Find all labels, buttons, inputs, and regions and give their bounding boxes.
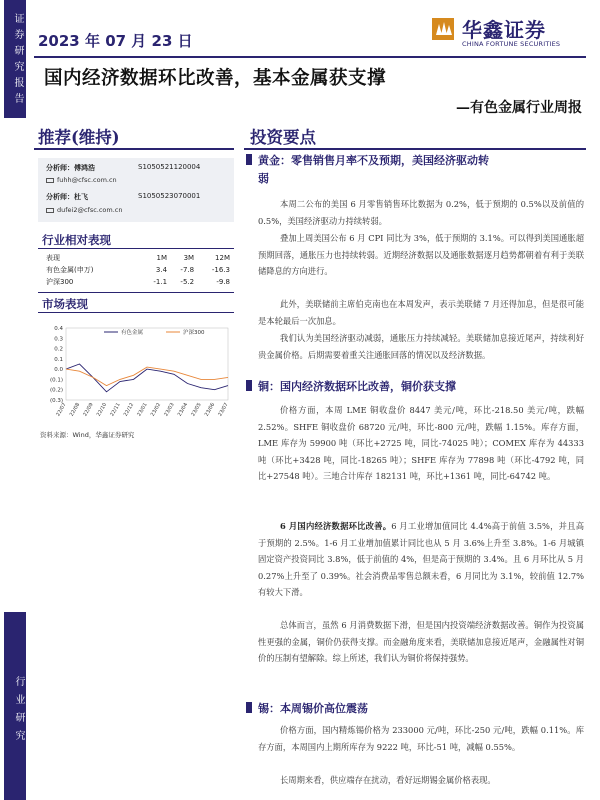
legend-label: 有色金属 [121, 330, 144, 336]
paragraph [258, 518, 584, 601]
logo-text-en: CHINA FORTUNE SECURITIES [462, 40, 561, 48]
x-tick-label: 23/05 [190, 402, 203, 418]
paragraph [258, 772, 584, 789]
performance-title: 行业相对表现 [42, 233, 111, 247]
table-cell: -7.8 [180, 266, 195, 274]
analyst-code: S1050523070001 [138, 192, 201, 200]
table-header-cell: 表现 [46, 254, 60, 262]
x-tick-label: 22/11 [109, 402, 122, 418]
performance-bottom-divider [38, 292, 234, 293]
table-cell: -5.2 [180, 278, 195, 286]
analyst-code: S1050521120004 [138, 163, 201, 171]
section-heading-gold [258, 152, 489, 168]
section-heading-text: 铜：国内经济数据环比改善，铜价获支撑 [258, 380, 456, 393]
x-tick-label: 22/09 [82, 402, 95, 418]
report-subtitle: —有色金属行业周报 [456, 100, 582, 116]
x-tick-label: 23/06 [203, 402, 217, 418]
analyst-email-row [46, 206, 123, 214]
table-cell: 沪深300 [46, 278, 74, 286]
analyst-email-row [46, 176, 117, 184]
legend-label: 沪深300 [183, 330, 205, 336]
analyst-email[interactable]: dufei2@cfsc.com.cn [57, 206, 123, 214]
x-tick-label: 22/07 [55, 402, 68, 418]
x-tick-label: 23/01 [136, 402, 149, 418]
analyst-row [46, 192, 201, 202]
x-tick-label: 23/02 [149, 402, 163, 418]
rating-divider [34, 148, 234, 150]
y-tick-label: 0.3 [54, 336, 63, 343]
paragraph-bold: 6 月国内经济数据环比改善。 [280, 521, 392, 531]
analyst-box [38, 158, 234, 222]
table-header-cell: 12M [215, 254, 230, 262]
performance-divider [38, 248, 234, 249]
paragraph [258, 196, 584, 229]
section-marker [246, 154, 252, 165]
series-line [66, 367, 228, 386]
invest-divider [244, 148, 586, 150]
header-divider [34, 56, 586, 58]
y-tick-label: (0.3) [49, 398, 63, 404]
paragraph-text: 总体而言，虽然 6 月消费数据下滑，但是国内投资端经济数据改善。铜作为投资属性更强的金属，铜价仍获得支撑。而金融角度来看，美联储加息接近尾声，金融属性对铜价的压制有望解除。综上所述，我们认为铜价将保持强势。 [258, 620, 584, 663]
table-row [46, 276, 230, 288]
y-tick-label: (0.2) [49, 387, 63, 394]
table-header-cell: 3M [183, 254, 195, 262]
side-label-bottom: 行业研究 [4, 612, 26, 800]
paragraph [258, 330, 584, 363]
table-header-row [46, 252, 230, 264]
market-title: 市场表现 [42, 297, 88, 311]
chart-source: 资料来源：Wind，华鑫证券研究 [40, 431, 135, 439]
section-marker [246, 380, 252, 391]
paragraph [258, 402, 584, 485]
section-heading-gold-line2: 弱 [258, 172, 269, 185]
section-heading-text: 黄金：零售销售月率不及预期，美国经济驱动转 [258, 154, 489, 167]
analyst-email[interactable]: fuhh@cfsc.com.cn [57, 176, 117, 184]
x-tick-label: 22/08 [68, 402, 82, 418]
y-tick-label: 0.1 [54, 356, 63, 363]
analyst-name: 杜飞 [74, 193, 88, 201]
analyst-name: 傅鸿浩 [74, 164, 95, 172]
envelope-icon [46, 208, 54, 213]
paragraph [258, 617, 584, 667]
logo-text-cn: 华鑫证券 [462, 18, 546, 42]
paragraph-text: 价格方面，国内精炼锡价格为 233000 元/吨，环比-250 元/吨，跌幅 0.11%。库存方面，本周国内上期所库存为 9222 吨，环比-51 吨，减幅 0.55%。 [258, 725, 584, 752]
x-tick-label: 22/12 [122, 402, 136, 418]
section-heading-tin [258, 700, 368, 716]
envelope-icon [46, 178, 54, 183]
market-divider [38, 312, 234, 313]
section-marker [246, 702, 252, 713]
table-cell: 有色金属(申万) [46, 266, 94, 274]
table-cell: 3.4 [155, 266, 168, 274]
analyst-label: 分析师： [46, 164, 74, 172]
market-chart [38, 320, 234, 428]
side-label-top: 证券研究报告 [4, 0, 26, 118]
series-line [66, 364, 228, 392]
x-tick-label: 23/07 [217, 402, 230, 418]
invest-title: 投资要点 [250, 128, 316, 147]
company-logo [432, 12, 582, 52]
table-row [46, 264, 230, 276]
paragraph-text: 我们认为美国经济驱动减弱，通胀压力持续减轻。美联储加息接近尾声，持续利好贵金属价格。后期需要着重关注通胀回落的情况以及经济数据。 [258, 333, 584, 360]
performance-table [46, 252, 230, 288]
report-date: 2023 年 07 月 23 日 [38, 32, 193, 50]
y-tick-label: 0.4 [54, 326, 63, 332]
table-cell: -9.8 [216, 278, 230, 286]
table-header-cell: 1M [156, 254, 168, 262]
table-cell: -16.3 [211, 266, 230, 274]
y-tick-label: 0.2 [54, 346, 63, 353]
paragraph-text: 此外，美联储前主席伯克南也在本周发声，表示美联储 7 月还得加息，但是很可能是本轮最后一次加息。 [258, 299, 584, 326]
x-tick-label: 23/03 [163, 402, 176, 418]
paragraph [258, 722, 584, 755]
table-cell: -1.1 [153, 278, 168, 286]
paragraph-text: 本周二公布的美国 6 月零售销售环比数据为 0.2%，低于预期的 0.5%以及前值的 0.5%，美国经济驱动力持续转弱。 [258, 199, 584, 226]
section-heading-copper [258, 378, 456, 394]
analyst-row [46, 163, 201, 173]
logo-mark-icon [432, 18, 454, 40]
report-title: 国内经济数据环比改善，基本金属获支撑 [44, 68, 387, 89]
x-tick-label: 22/10 [95, 402, 109, 418]
section-heading-text: 锡：本周锡价高位震荡 [258, 702, 368, 715]
x-tick-label: 23/04 [176, 402, 190, 418]
chart-frame [66, 328, 228, 400]
paragraph [258, 230, 584, 280]
paragraph-text: 长周期来看，供应端存在扰动，看好远期锡金属价格表现。 [280, 775, 496, 785]
paragraph-text: 价格方面，本周 LME 铜收盘价 8447 美元/吨，环比-218.50 美元/吨，跌幅 2.52%。SHFE 铜收盘价 68720 元/吨，环比-800 元/吨，跌幅 1.15%。库存方面，LME 库存为 59900 吨（环比+2725 吨，同比-74025 吨）；COMEX 库存为 44333 吨（环比+3428 吨，同比-18265 吨）；SHFE 库存为 77898 吨（环比-4792 吨，同比+27548 吨）。三地合计库存 182131 吨，环比+1361 吨，同比-64742 吨。 [258, 405, 584, 481]
paragraph-text: 6 月工业增加值同比 4.4%高于前值 3.5%，并且高于预期的 2.5%。1-6 月工业增加值累计同比也从 5 月 3.6%上升至 3.8%。1-6 月城镇固定资产投资同比 3.8%，低于前值的 4%，但是高于预期的 3.4%。且 6 月环比从 5 月 0.27%上升至了 0.39%。社会消费品零售总额未看，6 月同比为 3.1%，较前值 12.7%有较大下滑。 [258, 521, 584, 597]
paragraph [258, 296, 584, 329]
rating-title: 推荐(维持) [38, 128, 120, 147]
paragraph-text: 叠加上周美国公布 6 月 CPI 同比为 3%，低于预期的 3.1%。可以得到美国通胀超预期回落，通胀压力也持续转弱。近期经济数据以及通胀数据逐月趋势都朝着有利于美联储降息的方向进行。 [258, 233, 584, 276]
y-tick-label: (0.1) [49, 377, 63, 384]
y-tick-label: 0.0 [54, 367, 63, 374]
analyst-label: 分析师： [46, 193, 74, 201]
